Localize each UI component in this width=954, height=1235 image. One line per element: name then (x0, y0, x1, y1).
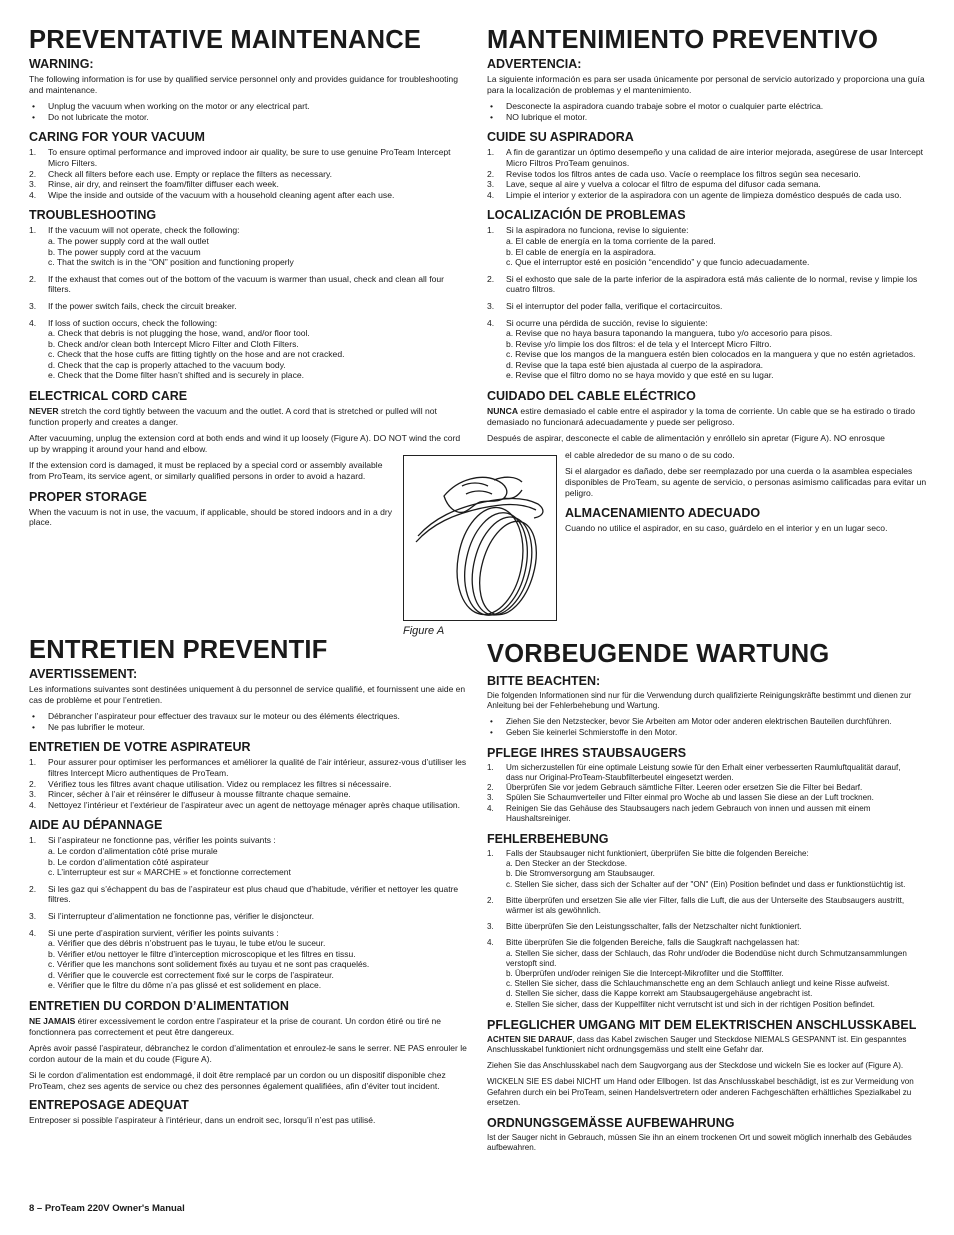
caring-list (487, 147, 927, 200)
warning-list (29, 711, 469, 732)
cord-care-heading: CUIDADO DEL CABLE ELÉCTRICO (487, 389, 696, 404)
list-item: 1. Um sicherzustellen für eine optimale Leistung sowie für den Erhalt einer verbesserten Raumluftqualität darauf, dass nur Original-ProTeam-Staubfilterbeutel eingesetzt werden. (487, 762, 901, 783)
warning-text: La siguiente información es para ser usada únicamente por personal de servicio autorizado y proporciona una guía para la localización de problemas y el mantenimiento. (487, 74, 925, 95)
warning-list (29, 101, 465, 122)
sub-item: e. Vérifier que le filtre du dôme n’a pas glissé et est solidement en place. (48, 980, 322, 991)
caring-heading: CARING FOR YOUR VACUUM (29, 130, 205, 145)
sub-item: d. Revise que la tapa esté bien ajustada al cuerpo de la aspiradora. (506, 359, 764, 370)
warning-text: The following information is for use by qualified service personnel only and provides guidance for troubleshooting and maintenance. (29, 74, 458, 95)
troubleshooting-heading: FEHLERBEHEBUNG (487, 832, 609, 847)
list-item: • Unplug the vacuum when working on the motor or any electrical part. (29, 101, 465, 112)
caring-heading: PFLEGE IHRES STAUBSAUGERS (487, 745, 687, 760)
cord-care-text: Si el alargador es dañado, debe ser reemplazado por una cuerda o la asamblea especiales disponibles de ProTeam, su agente de servicio, o personas asimismo calificadas para evitar un peligro. (565, 466, 927, 498)
troubleshooting-list (29, 835, 469, 991)
list-item: 1. To ensure optimal performance and improved indoor air quality, be sure to use genuine ProTeam Intercept Micro Filters. (29, 147, 451, 168)
list-item: 3. Lave, seque al aire y vuelva a colocar el filtro de espuma del difusor cada semana. (487, 179, 821, 190)
sub-item: a. The power supply cord at the wall outlet (48, 235, 209, 246)
sub-item: c. Check that the hose cuffs are fitting tightly on the hose and are not cracked. (48, 349, 345, 360)
list-item: 1. Falls der Staubsauger nicht funktioniert, überprüfen Sie bitte die folgenden Bereiche: a. Den Stecker an der Steckdose. b. Die Stromversorgung am Staubsauger. c. Stellen Sie sicher, dass sich der Schalter auf der "ON" (Ein) Position befindet und dass er funktionstüchtig ist. (487, 849, 917, 890)
warning-heading: WARNING: (29, 57, 94, 71)
list-item: 2. Si les gaz qui s’échappent du bas de l’aspirateur est plus chaud que d’habitude, vérifier et nettoyer les quatre filtres. (29, 883, 459, 905)
list-item: 4. Limpie el interior y exterior de la aspiradora con un agente de limpieza doméstico después de cada uso. (487, 189, 902, 200)
cord-care-text: Ziehen Sie das Anschlusskabel nach dem Saugvorgang aus der Steckdose und wickeln Sie es locker auf (Figure A). (487, 1061, 904, 1071)
storage-heading: PROPER STORAGE (29, 489, 147, 504)
list-item: 1. A fin de garantizar un óptimo desempeño y una calidad de aire interior mejorada, asegúrese de usar Intercept Micro Filtros ProTeam genuinos. (487, 147, 924, 168)
sub-item: d. Vérifier que le couvercle est correctement fixé sur le corps de l’aspirateur. (48, 969, 334, 980)
list-item: • Débrancher l’aspirateur pour effectuer des travaux sur le moteur ou des éléments électriques. (29, 711, 469, 722)
caring-list (29, 757, 469, 810)
list-item: 3. Si l’interrupteur d’alimentation ne fonctionne pas, vérifier le disjoncteur. (29, 910, 315, 921)
figure-a-illustration (403, 455, 557, 621)
list-item: 2. Vérifiez tous les filtres avant chaque utilisation. Videz ou remplacez les filtres si nécessaire. (29, 778, 392, 789)
list-item: 1. Si l’aspirateur ne fonctionne pas, vérifier les points suivants : a. Le cordon d’alimentation côté prise murale b. Le cordon d’alimentation côté aspirateur c. L’interrupteur est sur « MARCHE » et fonctionne correctement (29, 835, 469, 877)
cord-care-text: NE JAMAIS étirer excessivement le cordon entre l’aspirateur et la prise de courant. Un cordon étiré ou tiré ne fonctionnera pas correctement et peut être dangereux. (29, 1016, 441, 1037)
warning-list (487, 101, 927, 122)
cord-care-text: After vacuuming, unplug the extension cord at both ends and wind it up loosely (Figure A). DO NOT wind the cord up by wrapping it around your hand and elbow. (29, 433, 461, 454)
sub-item: b. Überprüfen und/oder reinigen Sie die Intercept-Mikrofilter und die Stofffilter. (506, 969, 784, 979)
sub-item: a. Vérifier que des débris n’obstruent pas le tuyau, le tube et/ou le suceur. (48, 938, 326, 949)
troubleshooting-list (487, 849, 917, 1010)
warning-heading: BITTE BEACHTEN: (487, 674, 601, 688)
list-item: • Ne pas lubrifier le moteur. (29, 722, 469, 733)
list-item: 4. Reinigen Sie das Gehäuse des Staubsaugers nach jedem Gebrauch von innen und aussen mit einem Haushaltsreiniger. (487, 803, 871, 823)
storage-text: Ist der Sauger nicht in Gebrauch, müssen Sie ihn an einem trockenen Ort und soweit möglich innerhalb des Gebäudes aufbewahren. (487, 1133, 912, 1153)
cord-care-text: NEVER stretch the cord tightly between the vacuum and the outlet. A cord that is stretched or pulled will not function properly and creates a danger. (29, 406, 437, 427)
sub-item: a. Revise que no haya basura taponando la manguera, tubo y/o accesorio para pisos. (506, 328, 833, 339)
page-title: PREVENTATIVE MAINTENANCE (29, 26, 422, 54)
sub-item: b. Vérifier et/ou nettoyer le filtre d’interception microscopique et les filtres en tissu. (48, 948, 356, 959)
warning-text: Die folgenden Informationen sind nur für die Verwendung durch qualifizierte Reinigungskräfte bestimmt und dienen zur Anleitung bei der Fehlerbehebung und Wartung. (487, 691, 912, 711)
list-item: 2. Revise todos los filtros antes de cada uso. Vacíe o reemplace los filtros según sea necesario. (487, 168, 861, 179)
list-item: • Ziehen Sie den Netzstecker, bevor Sie Arbeiten am Motor oder anderen elektrischen Bauteilen durchführen. (487, 717, 917, 727)
coiled-cord-image (404, 456, 556, 620)
section-french (29, 636, 469, 1131)
sub-item: b. The power supply cord at the vacuum (48, 246, 201, 257)
sub-item: b. El cable de energía en la aspiradora. (506, 246, 657, 257)
troubleshooting-heading: LOCALIZACIÓN DE PROBLEMAS (487, 208, 686, 223)
warning-heading: ADVERTENCIA: (487, 57, 582, 71)
cord-care-heading: PFLEGLICHER UMGANG MIT DEM ELEKTRISCHEN ANSCHLUSSKABEL (487, 1017, 917, 1032)
sub-item: a. El cable de energía en la toma corriente de la pared. (506, 235, 716, 246)
list-item: 3. Si el interruptor del poder falla, verifique el cortacircuitos. (487, 300, 723, 311)
list-item: 2. Bitte überprüfen und ersetzen Sie alle vier Filter, falls die Luft, die aus der Unterseite des Staubsaugers austritt, wärmer ist als gewöhnlich. (487, 895, 905, 916)
sub-item: e. Check that the Dome filter hasn’t shifted and is securely in place. (48, 370, 305, 381)
page-title: VORBEUGENDE WARTUNG (487, 640, 830, 668)
sub-item: a. Stellen Sie sicher, dass der Schlauch, das Rohr und/oder die Bodendüse nicht durch Schmutzansammlungen verstopft sind. (506, 948, 907, 968)
sub-item: e. Stellen Sie sicher, dass der Kuppelfilter nicht verrutscht ist und sich in der richtigen Position befindet. (506, 999, 875, 1009)
troubleshooting-heading: TROUBLESHOOTING (29, 208, 157, 223)
sub-item: a. Den Stecker an der Steckdose. (506, 859, 628, 869)
warning-heading: AVERTISSEMENT: (29, 667, 138, 681)
caring-heading: CUIDE SU ASPIRADORA (487, 130, 634, 145)
cord-care-text: Después de aspirar, desconecte el cable de alimentación y enróllelo sin apretar (Figure A). NO enrosque (487, 433, 885, 444)
list-item: 1. If the vacuum will not operate, check the following: a. The power supply cord at the wall outlet b. The power supply cord at the vacuum c. That the switch is in the “ON” position and functioning properly (29, 225, 465, 267)
sub-item: a. Le cordon d’alimentation côté prise murale (48, 845, 218, 856)
storage-text: When the vacuum is not in use, the vacuum, if applicable, should be stored indoors and in a dry place. (29, 506, 393, 528)
page-title: ENTRETIEN PREVENTIF (29, 636, 328, 664)
list-item: 3. Rincer, sécher à l’air et réinsérer le diffuseur à mousse filtrante chaque semaine. (29, 789, 351, 800)
list-item: 4. Nettoyez l’intérieur et l’extérieur de l’aspirateur avec un agent de nettoyage ménager après chaque utilisation. (29, 799, 461, 810)
list-item: 4. Si une perte d’aspiration survient, vérifier les points suivants : a. Vérifier que des débris n’obstruent pas le tuyau, le tube et/ou le suceur. b. Vérifier et/ou nettoyer le filtre d’interception microscopique et les filtres en tissu. c. Vérifier que les manchons sont solidement fixés au tuyau et ne sont pas craquelés. d. Vérifier que le couvercle est correctement fixé sur le corps de l’aspirateur. e. Vérifier que le filtre du dôme n’a pas glissé et est solidement en place. (29, 928, 469, 992)
troubleshooting-list (29, 225, 465, 381)
troubleshooting-list (487, 225, 927, 381)
list-item: 1. Si la aspiradora no funciona, revise lo siguiente: a. El cable de energía en la toma corriente de la pared. b. El cable de energía en la aspiradora. c. Que el interruptor esté en posición “encendido” y que funcio adecuadamente. (487, 225, 927, 267)
sub-item: c. Que el interruptor esté en posición “encendido” y que funcio adecuadamente. (506, 257, 810, 268)
troubleshooting-heading: AIDE AU DÉPANNAGE (29, 818, 163, 833)
sub-item: c. That the switch is in the “ON” position and functioning properly (48, 257, 294, 268)
sub-item: c. Stellen Sie sicher, dass die Schlauchmanschette eng an dem Schlauch anliegt und keine Risse aufweist. (506, 979, 890, 989)
list-item: • Do not lubricate the motor. (29, 112, 465, 123)
sub-item: c. Revise que los mangos de la manguera estén bien colocados en la manguera y que no estén agrietados. (506, 349, 916, 360)
list-item: 2. Check all filters before each use. Empty or replace the filters as necessary. (29, 168, 333, 179)
list-item: • Geben Sie keinerlei Schmierstoffe in den Motor. (487, 728, 917, 738)
sub-item: b. Le cordon d’alimentation côté aspirateur (48, 856, 209, 867)
cord-care-text: WICKELN SIE ES dabei NICHT um Hand oder Ellbogen. Ist das Anschlusskabel beschädigt, ist es zur Vermeidung von Gefahren durch ein bei ProTeam, seinen Handelsvertretern oder anderen Fachgeschäften erhältliches Spezialkabel zu ersetzen. (487, 1077, 914, 1107)
cord-care-text: Si le cordon d’alimentation est endommagé, il doit être remplacé par un cordon ou un dispositif disponible chez ProTeam, chez ses agents de service ou chez des personnes également qualifiées, afin d’éviter tout incident. (29, 1070, 446, 1092)
list-item: 4. If loss of suction occurs, check the following: a. Check that debris is not plugging the hose, wand, and/or floor tool. b. Check and/or clean both Intercept Micro Filter and Cloth Filters. c. Check that the hose cuffs are fitting tightly on the hose and are not cracked. d. Check that the cap is properly attached to the vacuum body. e. Check that the Dome filter hasn’t shifted and is securely in place. (29, 318, 465, 382)
warning-text: Les informations suivantes sont destinées uniquement à du personnel de service qualifié, et fournissent une aide en cas de problème et pour l’entretien. (29, 684, 466, 705)
list-item: 3. If the power switch fails, check the circuit breaker. (29, 300, 237, 311)
page-footer: 8 – ProTeam 220V Owner's Manual (29, 1203, 185, 1214)
list-item: 4. Si ocurre una pérdida de succión, revise lo siguiente: a. Revise que no haya basura taponando la manguera, tubo y/o accesorio para pisos. b. Revise y/o limpie los dos filtros: el de tela y el Intercept Micro Filtro. c. Revise que los mangos de la manguera estén bien colocados en la manguera y que no estén agrietados. d. Revise que la tapa esté bien ajustada al cuerpo de la aspiradora. e. Revise que el filtro domo no se haya movido y que esté en su lugar. (487, 318, 927, 382)
sub-item: c. Vérifier que les manchons sont solidement fixés au tuyau et ne sont pas craquelés. (48, 959, 370, 970)
cord-care-text: If the extension cord is damaged, it must be replaced by a special cord or assembly available from ProTeam, its service agent, or similarly qualified persons in order to avoid a hazard. (29, 460, 383, 482)
section-english (29, 26, 465, 534)
section-german (487, 640, 917, 1160)
cord-care-text: NUNCA estire demasiado el cable entre el aspirador y la toma de corriente. Un cable que se ha estirado o tirado demasiado no funcionará adecuadamente y puede ser peligroso. (487, 406, 916, 427)
list-item: 4. Bitte überprüfen Sie die folgenden Bereiche, falls die Saugkraft nachgelassen hat: a. Stellen Sie sicher, dass der Schlauch, das Rohr und/oder die Bodendüse nicht durch Schmutzansammlungen verstopft sind. b. Überprüfen und/oder reinigen Sie die Intercept-Mikrofilter und die Stofffilter. c. Stellen Sie sicher, dass die Schlauchmanschette eng an dem Schlauch anliegt und keine Risse aufweist. d. Stellen Sie sicher, dass die Kappe korrekt am Staubsaugergehäuse angebracht ist. e. Stellen Sie sicher, dass der Kuppelfilter nicht verrutscht ist und sich in der richtigen Position befindet. (487, 938, 917, 1009)
list-item: 2. Überprüfen Sie vor jedem Gebrauch sämtliche Filter. Leeren oder ersetzen Sie die Filter bei Bedarf. (487, 783, 863, 793)
storage-heading: ORDNUNGSGEMÄSSE AUFBEWAHRUNG (487, 1116, 735, 1131)
caring-heading: ENTRETIEN DE VOTRE ASPIRATEUR (29, 740, 251, 755)
list-item: 3. Bitte überprüfen Sie den Leistungsschalter, falls der Netzschalter nicht funktioniert. (487, 922, 802, 932)
page-title: MANTENIMIENTO PREVENTIVO (487, 26, 879, 54)
cord-care-continued (565, 450, 927, 534)
storage-heading: ENTREPOSAGE ADEQUAT (29, 1097, 189, 1112)
caring-list (487, 763, 917, 824)
storage-text: Cuando no utilice el aspirador, en su caso, guárdelo en el interior y en un lugar seco. (565, 523, 888, 534)
list-item: 1. Pour assurer pour optimiser les performances et améliorer la qualité de l’air intérieur, assurez-vous d’utiliser les filtres Intercept Micro authentiques de ProTeam. (29, 757, 467, 778)
list-item: 2. If the exhaust that comes out of the bottom of the vacuum is warmer than usual, check and clean all four filters. (29, 273, 445, 295)
cord-care-text: Après avoir passé l’aspirateur, débranchez le cordon d’alimentation et enroulez-le sans le serrer. NE PAS enrouler le cordon autour de la main et du coude (Figure A). (29, 1043, 467, 1064)
sub-item: c. Stellen Sie sicher, dass sich der Schalter auf der "ON" (Ein) Position befindet und dass er funktionstüchtig ist. (506, 879, 906, 889)
cord-care-heading: ENTRETIEN DU CORDON D’ALIMENTATION (29, 999, 289, 1014)
sub-item: b. Die Stromversorgung am Staubsauger. (506, 869, 655, 879)
list-item: 2. Si el exhosto que sale de la parte inferior de la aspiradora está más caliente de lo normal, revise y limpie los cuatro filtros. (487, 273, 918, 295)
sub-item: b. Check and/or clean both Intercept Micro Filter and Cloth Filters. (48, 338, 299, 349)
warning-list (487, 717, 917, 737)
storage-text: Entreposer si possible l’aspirateur à l’intérieur, dans un endroit sec, lorsqu’il n’est pas utilisé. (29, 1114, 376, 1125)
storage-heading: ALMACENAMIENTO ADECUADO (565, 506, 761, 521)
list-item: 3. Spülen Sie Schaumverteiler und Filter einmal pro Woche ab und lassen Sie diese an der Luft trocknen. (487, 793, 874, 803)
sub-item: d. Stellen Sie sicher, dass die Kappe korrekt am Staubsaugergehäuse angebracht ist. (506, 989, 813, 999)
figure-caption: Figure A (403, 625, 445, 637)
sub-item: a. Check that debris is not plugging the hose, wand, and/or floor tool. (48, 328, 310, 339)
list-item: • Desconecte la aspiradora cuando trabaje sobre el motor o cualquier parte eléctrica. (487, 101, 927, 112)
cord-care-text: ACHTEN SIE DARAUF, dass das Kabel zwischen Sauger und Steckdose NIEMALS GESPANNT ist. Ein gespanntes Anschlusskabel funktioniert nicht ordnungsgemäss und stellt eine Gefahr dar. (487, 1034, 907, 1055)
cord-care-text: el cable alrededor de su mano o de su codo. (565, 449, 735, 460)
sub-item: e. Revise que el filtro domo no se haya movido y que esté en su lugar. (506, 370, 774, 381)
list-item: 3. Rinse, air dry, and reinsert the foam/filter diffuser each week. (29, 179, 279, 190)
sub-item: c. L’interrupteur est sur « MARCHE » et fonctionne correctement (48, 867, 291, 878)
sub-item: b. Revise y/o limpie los dos filtros: el de tela y el Intercept Micro Filtro. (506, 338, 772, 349)
list-item: • NO lubrique el motor. (487, 112, 927, 123)
list-item: 4. Wipe the inside and outside of the vacuum with a household cleaning agent after each use. (29, 189, 395, 200)
caring-list (29, 147, 465, 200)
sub-item: d. Check that the cap is properly attached to the vacuum body. (48, 359, 286, 370)
cord-care-heading: ELECTRICAL CORD CARE (29, 389, 188, 404)
